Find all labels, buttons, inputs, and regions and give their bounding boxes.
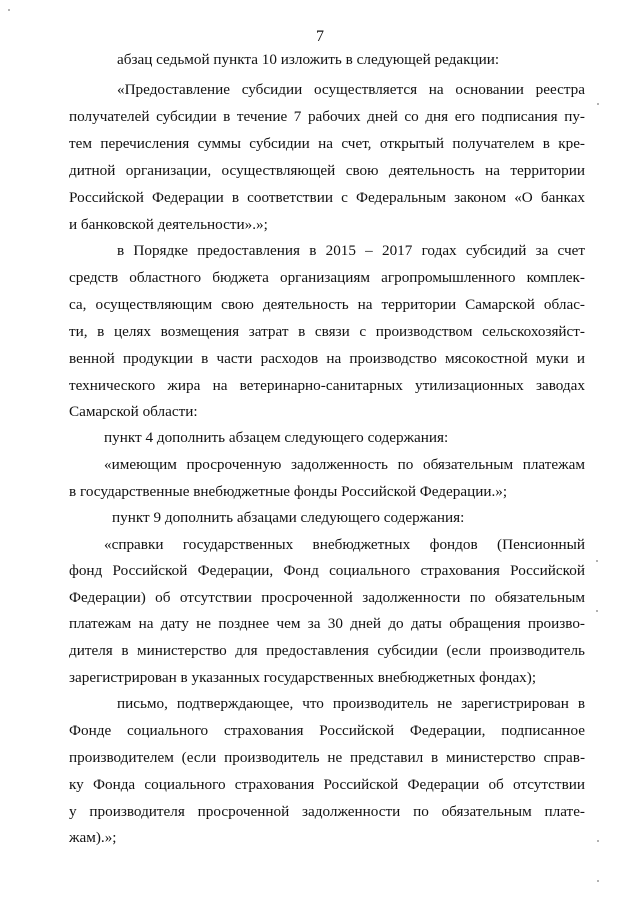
paragraph-line: жам).»; [69, 829, 117, 846]
paragraph-line: средств областного бюджета организациям агропромышленного комплек- [69, 269, 585, 286]
paragraph-line: ти, в целях возмещения затрат в связи с производством сельскохозяйст- [69, 323, 585, 340]
page-number: 7 [316, 28, 324, 45]
scan-speck [597, 840, 599, 842]
paragraph-line: платежам на дату не позднее чем за 30 дней до даты обращения произво- [69, 615, 585, 632]
paragraph-line: в Порядке предоставления в 2015 – 2017 годах субсидий за счет [117, 242, 585, 259]
paragraph-line: зарегистрирован в указанных государственных внебюджетных фондах); [69, 669, 537, 686]
paragraph-line: Самарской области: [69, 403, 198, 420]
paragraph-line: Федерации) об отсутствии просроченной задолженности по обязательным [69, 589, 585, 606]
scan-speck [596, 610, 598, 612]
paragraph-line: Фонде социального страхования Российской Федерации, подписанное [69, 722, 585, 739]
paragraph-line: у производителя просроченной задолженности по обязательным плате- [69, 803, 585, 820]
scan-speck [597, 880, 599, 882]
paragraph-line: ку Фонда социального страхования Российской Федерации об отсутствии [69, 776, 585, 793]
paragraph-line: абзац седьмой пункта 10 изложить в следующей редакции: [117, 51, 500, 68]
paragraph-line: венной продукции в части расходов на производство мясокостной муки и [69, 350, 585, 367]
paragraph-line: тем перечисления суммы субсидии на счет, открытый получателем в кре- [69, 135, 585, 152]
scan-speck [8, 9, 10, 11]
paragraph-line: и банковской деятельности».»; [69, 216, 268, 233]
paragraph-line: технического жира на ветеринарно-санитарных утилизационных заводах [69, 377, 585, 394]
scan-speck [597, 103, 599, 105]
paragraph-line: «имеющим просроченную задолженность по обязательным платежам [104, 456, 585, 473]
paragraph-line: письмо, подтверждающее, что производитель не зарегистрирован в [117, 695, 585, 712]
paragraph-line: фонд Российской Федерации, Фонд социального страхования Российской [69, 562, 585, 579]
paragraph-line: «Предоставление субсидии осуществляется на основании реестра [117, 81, 585, 98]
paragraph-line: дитной организации, осуществляющей свою деятельность на территории [69, 162, 585, 179]
paragraph-line: дителя в министерство для предоставления субсидии (если производитель [69, 642, 585, 659]
paragraph-line: получателей субсидии в течение 7 рабочих дней со дня его подписания пу- [69, 108, 585, 125]
paragraph-line: са, осуществляющим свою деятельность на территории Самарской облас- [69, 296, 585, 313]
paragraph-line: пункт 4 дополнить абзацем следующего содержания: [104, 429, 449, 446]
paragraph-line: производителем (если производитель не представил в министерство справ- [69, 749, 585, 766]
paragraph-line: Российской Федерации в соответствии с Федеральным законом «О банках [69, 189, 585, 206]
paragraph-line: пункт 9 дополнить абзацами следующего содержания: [112, 509, 465, 526]
paragraph-line: «справки государственных внебюджетных фондов (Пенсионный [104, 536, 585, 553]
paragraph-line: в государственные внебюджетные фонды Российской Федерации.»; [69, 483, 508, 500]
scan-speck [596, 560, 598, 562]
